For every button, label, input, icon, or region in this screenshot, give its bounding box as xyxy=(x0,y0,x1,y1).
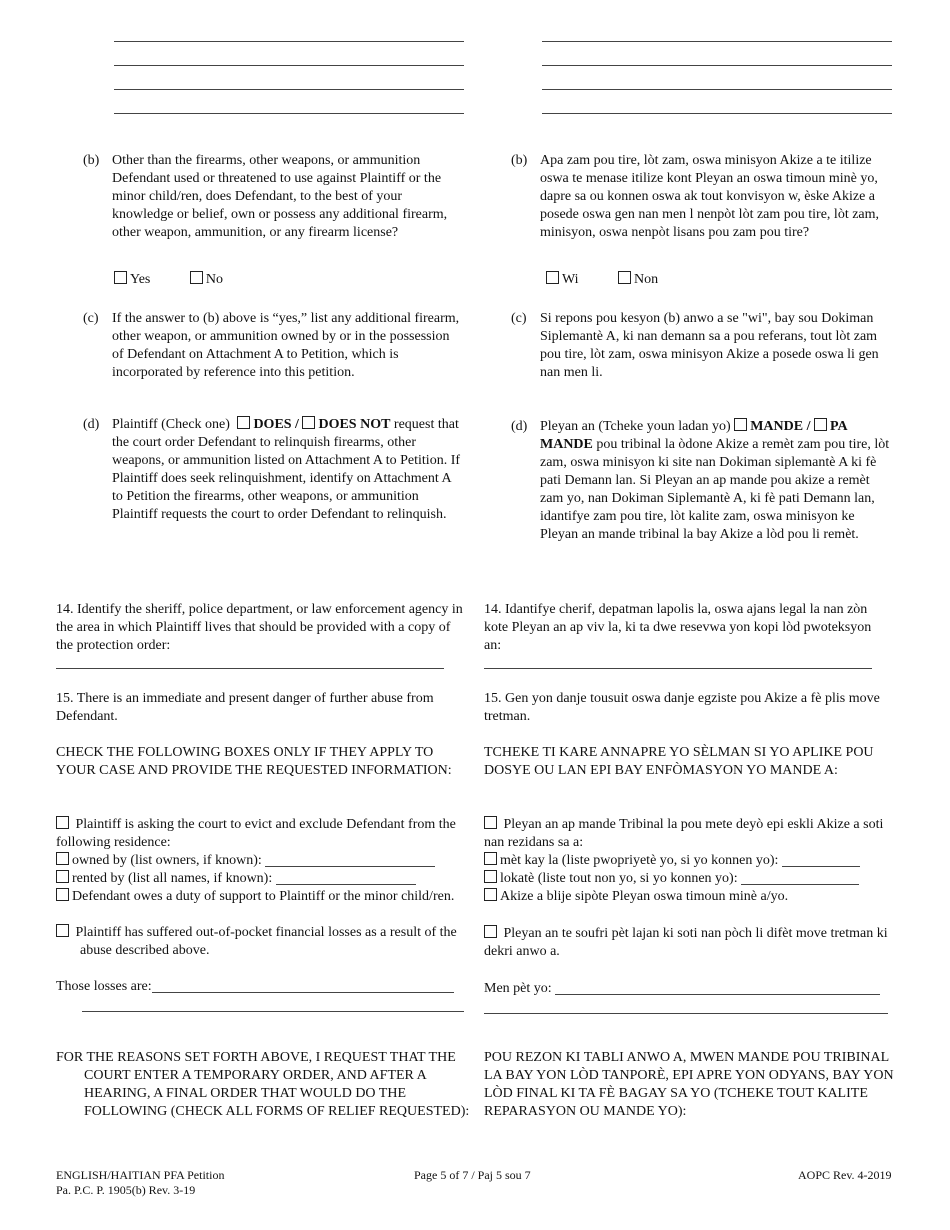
item-b-label: (b) xyxy=(511,153,528,168)
answer-line[interactable] xyxy=(542,113,892,114)
owners-input[interactable] xyxy=(265,852,435,867)
evict-option xyxy=(484,816,894,852)
losses-text: Pleyan an te soufri pèt lajan ki soti nan pòch li difèt move tretman ki dekri anwo a. xyxy=(484,926,888,959)
owned-checkbox[interactable] xyxy=(484,852,497,865)
losses-checkbox[interactable] xyxy=(484,925,497,938)
losses-row xyxy=(484,980,880,998)
losses-checkbox[interactable] xyxy=(56,924,69,937)
renters-input[interactable] xyxy=(741,870,859,885)
item-d-body: request that the court order Defendant to relinquish firearms, other weapons, or ammunition listed on Attachment A to Petition. If Plaintiff does seek relinquishment, identify on Attachment A to Petition the firearms, other weapons, or ammunition Plaintiff requests the court to order Defendant to relinquish. xyxy=(112,417,461,522)
item-d-body: pou tribinal la òdone Akize a remèt zam pou tire, lòt zam, oswa minisyon ki site nan Dokiman siplemantè A ki fè pati Demann lan. Si Pleyan an ap mande pou akize a remèt zam yo, nan Dokiman Siplemantè A, ki fè pati Demann lan, idantifye zam pou tire, lòt kalite zam, oswa minisyon ke Pleyan an mande tribinal la bay Akize a lòd pou li remèt. xyxy=(540,437,890,542)
owned-text: mèt kay la (liste pwopriyetè yo, si yo konnen yo): xyxy=(500,853,779,868)
item-c-label: (c) xyxy=(83,311,99,326)
answer-line[interactable] xyxy=(542,41,892,42)
checkbox-icon xyxy=(734,418,747,431)
agency-line[interactable] xyxy=(484,668,872,669)
owners-input[interactable] xyxy=(782,852,860,867)
answer-line[interactable] xyxy=(114,41,464,42)
mande-checkbox[interactable] xyxy=(734,419,810,434)
item-b-question: Apa zam pou tire, lòt zam, oswa minisyon Akize a te itilize oswa te menase itilize kont Pleyan an oswa timoun minè yo, dapre sa ou konnen oswa ak tout konvisyon w, èske Akize a posede oswa gen nan men l nenpòt lòt zam pou tire, lòt zam, minisyon, oswa nenpòt lisans pou zam pou tire? xyxy=(540,153,880,240)
answer-line[interactable] xyxy=(114,65,464,66)
checkbox-icon xyxy=(114,271,127,284)
losses-label: Men pèt yo: xyxy=(484,981,552,996)
rented-option xyxy=(484,870,859,888)
answer-line[interactable] xyxy=(114,89,464,90)
losses-option xyxy=(56,924,490,960)
does-not-label: DOES NOT xyxy=(318,417,391,432)
check-instructions: TCHEKE TI KARE ANNAPRE YO SÈLMAN SI YO APLIKE POU DOSYE OU LAN EPI BAY ENFÒMASYON YO MANDE A: xyxy=(484,745,874,778)
support-option xyxy=(484,888,788,906)
section-14: 14. Idantifye cherif, depatman lapolis la, oswa ajans legal la nan zòn kote Pleyan an ap viv la, ki ta dwe resevwa yon kopi lòd pwoteksyon an: xyxy=(484,602,872,653)
owned-checkbox[interactable] xyxy=(56,852,69,865)
item-b-question: Other than the firearms, other weapons, or ammunition Defendant used or threatened to use against Plaintiff or the minor child/ren, does Defendant, to the best of your knowledge or belief, own or possess any additional firearm, other weapon, ammunition, or any firearm license? xyxy=(112,153,448,240)
item-c-text: Si repons pou kesyon (b) anwo a se "wi", bay sou Dokiman Siplemantè A, ki nan demann sa a pou referans, tout lòt zam pou tire, lòt zam, oswa minisyon Akize a posede oswa li gen nan men li. xyxy=(540,311,879,380)
support-option xyxy=(56,888,490,906)
item-d-label: (d) xyxy=(511,419,528,434)
section-15: 15. There is an immediate and present danger of further abuse from Defendant. xyxy=(56,691,434,724)
non-label: Non xyxy=(634,272,659,287)
yes-label: Yes xyxy=(130,272,151,287)
support-text: Akize a blije sipòte Pleyan oswa timoun minè a/yo. xyxy=(500,889,789,904)
answer-line[interactable] xyxy=(542,65,892,66)
does-not-checkbox[interactable] xyxy=(302,417,390,432)
item-d-text xyxy=(540,418,890,544)
losses-line[interactable] xyxy=(82,1011,464,1012)
no-label: No xyxy=(205,272,223,287)
does-label: DOES / xyxy=(253,417,299,432)
renters-input[interactable] xyxy=(276,870,416,885)
support-checkbox[interactable] xyxy=(484,888,497,901)
agency-line[interactable] xyxy=(56,668,444,669)
relief-request: POU REZON KI TABLI ANWO A, MWEN MANDE POU TRIBINAL LA BAY YON LÒD TANPORÈ, EPI APRE YON ODYANS, BAY YON LÒD FINAL KI TA FÈ BAGAY SA YO (TCHEKE TOUT KALITE REPARASYON OU MANDE YO): xyxy=(484,1050,894,1119)
support-text: Defendant owes a duty of support to Plaintiff or the minor child/ren. xyxy=(72,889,455,904)
does-checkbox[interactable] xyxy=(233,417,299,432)
checkbox-icon xyxy=(190,271,203,284)
rented-option xyxy=(56,870,416,888)
losses-text: Plaintiff has suffered out-of-pocket financial losses as a result of the abuse described above. xyxy=(75,925,457,958)
item-b-label: (b) xyxy=(83,153,100,168)
owned-option xyxy=(56,852,435,870)
checkbox-icon xyxy=(814,418,827,431)
evict-option xyxy=(56,816,466,852)
evict-checkbox[interactable] xyxy=(484,816,497,829)
rented-text: rented by (list all names, if known): xyxy=(72,871,273,886)
no-checkbox[interactable] xyxy=(190,272,223,287)
rented-checkbox[interactable] xyxy=(484,870,497,883)
owned-text: owned by (list owners, if known): xyxy=(72,853,262,868)
losses-row xyxy=(56,978,454,996)
yes-checkbox[interactable] xyxy=(114,272,150,287)
non-checkbox[interactable] xyxy=(618,272,658,287)
section-15: 15. Gen yon danje tousuit oswa danje egziste pou Akize a fè plis move tretman. xyxy=(484,691,880,724)
losses-label: Those losses are: xyxy=(56,979,152,994)
wi-checkbox[interactable] xyxy=(546,272,579,287)
losses-input[interactable] xyxy=(152,978,454,993)
answer-line[interactable] xyxy=(114,113,464,114)
item-d-pre: Pleyan an (Tcheke youn ladan yo) xyxy=(540,419,731,434)
page-number: Page 5 of 7 / Paj 5 sou 7 xyxy=(414,1168,531,1182)
check-instructions: CHECK THE FOLLOWING BOXES ONLY IF THEY APPLY TO YOUR CASE AND PROVIDE THE REQUESTED INFORMATION: xyxy=(56,745,452,778)
evict-text: Plaintiff is asking the court to evict and exclude Defendant from the following residence: xyxy=(56,817,456,850)
item-d-label: (d) xyxy=(83,417,100,432)
mande-label: MANDE / xyxy=(750,419,811,434)
item-c-text: If the answer to (b) above is “yes,” list any additional firearm, other weapon, or ammunition owned by or in the possession of Defendant on Attachment A to Petition, which is incorporated by reference into this petition. xyxy=(112,311,460,380)
item-c-label: (c) xyxy=(511,311,527,326)
section-14: 14. Identify the sheriff, police department, or law enforcement agency in the area in which Plaintiff lives that should be provided with a copy of the protection order: xyxy=(56,602,463,653)
item-b-answers xyxy=(546,271,658,289)
rule-citation: Pa. P.C. P. 1905(b) Rev. 3-19 xyxy=(56,1183,196,1197)
item-b-answers xyxy=(114,271,223,289)
losses-input[interactable] xyxy=(555,980,880,995)
rented-text: lokatè (liste tout non yo, si yo konnen yo): xyxy=(500,871,738,886)
revision: AOPC Rev. 4-2019 xyxy=(798,1168,892,1182)
checkbox-icon xyxy=(237,416,250,429)
evict-checkbox[interactable] xyxy=(56,816,69,829)
losses-option xyxy=(484,925,894,961)
relief-request: FOR THE REASONS SET FORTH ABOVE, I REQUEST THAT THE COURT ENTER A TEMPORARY ORDER, AND AFTER A HEARING, A FINAL ORDER THAT WOULD DO THE FOLLOWING (CHECK ALL FORMS OF RELIEF REQUESTED): xyxy=(56,1050,470,1119)
losses-line[interactable] xyxy=(484,1013,888,1014)
owned-option xyxy=(484,852,860,870)
checkbox-icon xyxy=(546,271,559,284)
support-checkbox[interactable] xyxy=(56,888,69,901)
wi-label: Wi xyxy=(562,272,579,287)
rented-checkbox[interactable] xyxy=(56,870,69,883)
evict-text: Pleyan an ap mande Tribinal la pou mete deyò epi eskli Akize a soti nan rezidans sa a: xyxy=(484,817,884,850)
pa-mande-label: PA MANDE xyxy=(540,419,847,452)
checkbox-icon xyxy=(618,271,631,284)
item-d-pre: Plaintiff (Check one) xyxy=(112,417,230,432)
form-title: ENGLISH/HAITIAN PFA Petition xyxy=(56,1168,225,1182)
answer-line[interactable] xyxy=(542,89,892,90)
checkbox-icon xyxy=(302,416,315,429)
item-d-text xyxy=(112,416,464,524)
